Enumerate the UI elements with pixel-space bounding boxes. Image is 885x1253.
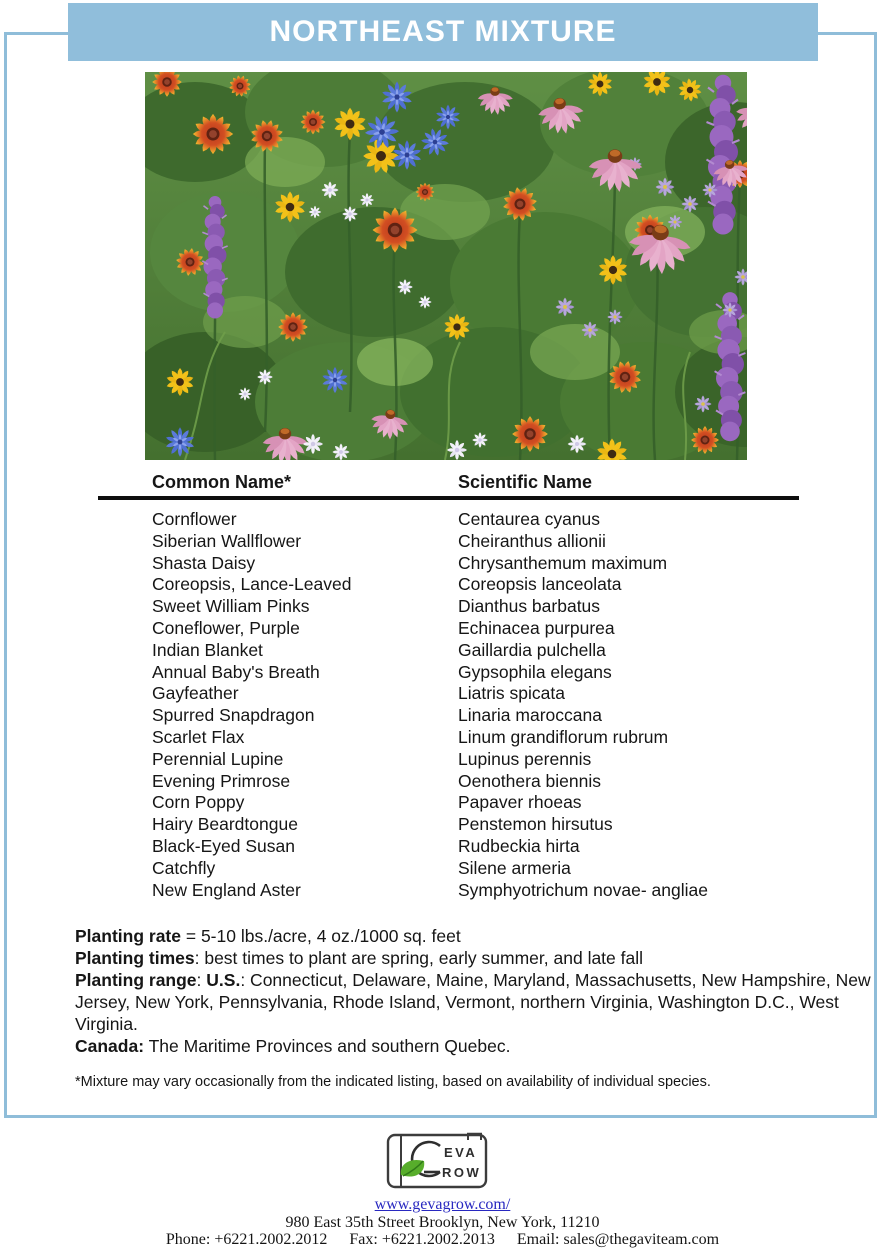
- column-header-common: Common Name*: [152, 472, 292, 492]
- table-row: [152, 531, 708, 553]
- table-row: [152, 553, 708, 575]
- scientific-name-cell: Gaillardia pulchella: [458, 639, 606, 660]
- common-name-cell: Siberian Wallflower: [152, 530, 302, 551]
- table-row: [152, 574, 708, 596]
- table-row: [152, 880, 708, 902]
- planting-range-line: Planting range: U.S.: Connecticut, Delaware, Maine, Maryland, Massachusetts, New Hampshire, New Jersey, New York, Pennsylvania, Rhode Island, Vermont, northern Virginia, Washington D.C., West Virginia.: [75, 970, 871, 1034]
- common-name-cell: Shasta Daisy: [152, 552, 256, 573]
- planting-rate-line: Planting rate = 5-10 lbs./acre, 4 oz./1000 sq. feet: [75, 926, 461, 946]
- scientific-name-cell: Coreopsis lanceolata: [458, 574, 622, 595]
- table-row: [152, 640, 708, 662]
- scientific-name-cell: Chrysanthemum maximum: [458, 552, 668, 573]
- gevagrow-logo: [385, 1129, 497, 1193]
- planting-info: [75, 925, 875, 1057]
- table-row: [152, 662, 708, 684]
- planting-times-line: Planting times: best times to plant are spring, early summer, and late fall: [75, 948, 644, 968]
- scientific-name-cell: Liatris spicata: [458, 683, 565, 704]
- table-row: [152, 596, 708, 618]
- common-name-cell: Corn Poppy: [152, 792, 245, 813]
- page-title: NORTHEAST MIXTURE: [269, 15, 617, 48]
- table-row: [152, 618, 708, 640]
- scientific-name-cell: Cheiranthus allionii: [458, 530, 606, 551]
- scientific-name-cell: Penstemon hirsutus: [458, 814, 613, 835]
- scientific-name-cell: Centaurea cyanus: [458, 509, 601, 529]
- scientific-name-cell: Dianthus barbatus: [458, 596, 601, 617]
- scientific-name-cell: Gypsophila elegans: [458, 661, 612, 682]
- table-row: [152, 749, 708, 771]
- table-row: [152, 705, 708, 727]
- address-line: 980 East 35th Street Brooklyn, New York, 11210: [285, 1213, 600, 1231]
- website-link[interactable]: www.gevagrow.com/: [374, 1196, 511, 1213]
- logo-text-eva: EVA: [444, 1145, 478, 1160]
- table-row: [152, 814, 708, 836]
- scientific-name-cell: Silene armeria: [458, 857, 571, 878]
- table-row: [152, 771, 708, 793]
- common-name-cell: New England Aster: [152, 879, 301, 900]
- table-row: [152, 858, 708, 880]
- logo-text-row: ROW: [442, 1165, 482, 1180]
- common-name-cell: Coneflower, Purple: [152, 617, 300, 638]
- scientific-name-cell: Echinacea purpurea: [458, 617, 615, 638]
- column-header-scientific: Scientific Name: [458, 472, 593, 492]
- common-name-cell: Scarlet Flax: [152, 726, 245, 747]
- scientific-name-cell: Linum grandiflorum rubrum: [458, 726, 669, 747]
- table-row: [152, 683, 708, 705]
- table-row: [152, 509, 708, 531]
- common-name-cell: Spurred Snapdragon: [152, 705, 315, 726]
- common-name-cell: Annual Baby's Breath: [152, 661, 320, 682]
- table-row: [152, 836, 708, 858]
- footer: [0, 1196, 885, 1249]
- email-address: Email: sales@thegaviteam.com: [516, 1231, 720, 1249]
- planting-canada-line: Canada: The Maritime Provinces and southern Quebec.: [75, 1036, 511, 1056]
- table-row: [152, 727, 708, 749]
- common-name-cell: Perennial Lupine: [152, 748, 284, 769]
- common-name-cell: Cornflower: [152, 509, 237, 529]
- scientific-name-cell: Symphyotrichum novae- angliae: [458, 879, 708, 900]
- wildflower-photo: [145, 72, 747, 460]
- common-name-cell: Indian Blanket: [152, 639, 263, 660]
- table-row: [152, 792, 708, 814]
- common-name-cell: Black-Eyed Susan: [152, 835, 295, 856]
- table-header-rule: [98, 496, 799, 500]
- scientific-name-cell: Rudbeckia hirta: [458, 835, 580, 856]
- common-name-cell: Catchfly: [152, 857, 216, 878]
- common-name-cell: Evening Primrose: [152, 770, 291, 791]
- common-name-cell: Hairy Beardtongue: [152, 814, 298, 835]
- common-name-cell: Sweet William Pinks: [152, 596, 310, 617]
- common-name-cell: Gayfeather: [152, 683, 239, 704]
- phone-number: Phone: +6221.2002.2012: [165, 1231, 328, 1249]
- fax-number: Fax: +6221.2002.2013: [349, 1231, 495, 1249]
- title-banner: [68, 3, 818, 61]
- disclaimer-note: *Mixture may vary occasionally from the indicated listing, based on availability of individual species.: [75, 1074, 711, 1090]
- contact-line: [0, 1231, 885, 1249]
- scientific-name-cell: Lupinus perennis: [458, 748, 592, 769]
- scientific-name-cell: Oenothera biennis: [458, 770, 602, 791]
- species-table: [152, 509, 708, 901]
- scientific-name-cell: Linaria maroccana: [458, 705, 602, 726]
- logo-box-notch: [468, 1134, 481, 1140]
- scientific-name-cell: Papaver rhoeas: [458, 792, 582, 813]
- common-name-cell: Coreopsis, Lance-Leaved: [152, 574, 352, 595]
